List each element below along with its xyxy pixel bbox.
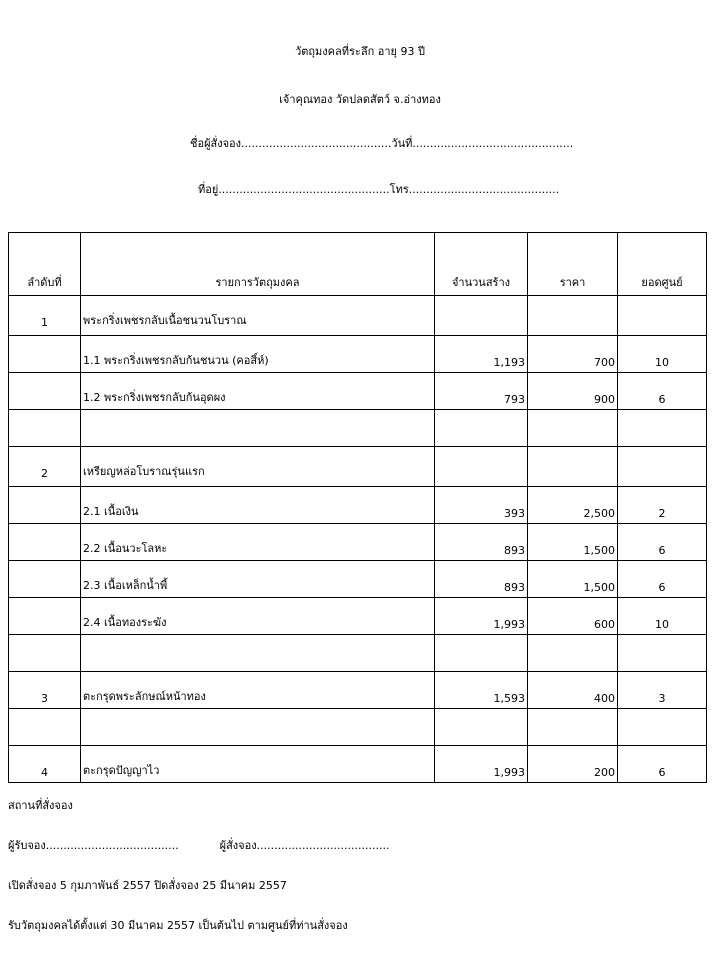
header-order-no: ลำดับที่ [9, 233, 81, 296]
order-no-cell [9, 598, 81, 635]
address-label: ที่อยู่ [198, 183, 219, 196]
table-row [9, 487, 707, 524]
item-name-cell: 1.2 พระกริ่งเพชรกลับก้นอุดผง [81, 373, 435, 410]
price-cell [528, 635, 618, 672]
price-cell: 900 [528, 373, 618, 410]
table-row [9, 373, 707, 410]
receiver-field[interactable]: ...................................... [45, 839, 179, 852]
price-cell [528, 410, 618, 447]
receiver-label: ผู้รับจอง [8, 839, 46, 852]
phone-label: โทร [389, 183, 409, 196]
table-header-row [9, 233, 707, 296]
address-row [198, 180, 559, 198]
header-center-total: ยอดศูนย์ [618, 233, 707, 296]
item-name-cell: 2.1 เนื้อเงิน [81, 487, 435, 524]
center-total-cell: 3 [618, 672, 707, 709]
center-total-cell: 2 [618, 487, 707, 524]
price-cell: 200 [528, 746, 618, 783]
quantity-cell: 793 [435, 373, 528, 410]
quantity-cell: 1,193 [435, 336, 528, 373]
item-name-cell: ตะกรุดปัญญาไว [81, 746, 435, 783]
price-cell: 400 [528, 672, 618, 709]
center-total-cell: 6 [618, 561, 707, 598]
order-no-cell: 2 [9, 447, 81, 487]
price-cell: 2,500 [528, 487, 618, 524]
orderer-name-row [190, 134, 573, 152]
table-row [9, 635, 707, 672]
phone-field[interactable]: ........................................... [408, 183, 560, 196]
quantity-cell [435, 709, 528, 746]
document-subtitle: เจ้าคุณทอง วัดปลดสัตว์ จ.อ่างทอง [279, 93, 441, 106]
pickup-note: รับวัตถุมงคลได้ตั้งแต่ 30 มีนาคม 2557 เป็นต้นไป ตามศูนย์ที่ท่านสั่งจอง [8, 919, 348, 932]
orderer-signature-field[interactable]: ...................................... [256, 839, 390, 852]
item-name-cell: 1.1 พระกริ่งเพชรกลับก้นชนวน (คอสิ์ห์) [81, 336, 435, 373]
center-total-cell [618, 296, 707, 336]
document-title: วัตถุมงคลที่ระลึก อายุ 93 ปี [295, 45, 425, 58]
quantity-cell: 1,993 [435, 598, 528, 635]
table-row [9, 410, 707, 447]
order-no-cell: 3 [9, 672, 81, 709]
item-name-cell: ตะกรุดพระลักษณ์หน้าทอง [81, 672, 435, 709]
price-cell: 1,500 [528, 561, 618, 598]
order-no-cell: 4 [9, 746, 81, 783]
signature-row [8, 836, 389, 854]
center-total-cell: 10 [618, 336, 707, 373]
orderer-name-label: ชื่อผู้สั่งจอง [190, 137, 242, 150]
header-quantity-made: จำนวนสร้าง [435, 233, 528, 296]
center-total-cell [618, 709, 707, 746]
quantity-cell: 1,593 [435, 672, 528, 709]
order-no-cell [9, 487, 81, 524]
orderer-name-field[interactable]: ........................................... [241, 137, 392, 150]
quantity-cell [435, 447, 528, 487]
item-name-cell: 2.3 เนื้อเหล็กน้ำพี้ [81, 561, 435, 598]
center-total-cell [618, 635, 707, 672]
item-name-cell: เหรียญหล่อโบราณรุ่นแรก [81, 447, 435, 487]
booking-place-label: สถานที่สั่งจอง [8, 799, 73, 812]
quantity-cell: 393 [435, 487, 528, 524]
booking-period-note: เปิดสั่งจอง 5 กุมภาพันธ์ 2557 ปิดสั่งจอง 25 มีนาคม 2557 [8, 879, 287, 892]
item-name-cell: 2.2 เนื้อนวะโลหะ [81, 524, 435, 561]
price-cell [528, 296, 618, 336]
center-total-cell: 6 [618, 746, 707, 783]
item-name-cell [81, 410, 435, 447]
table-row [9, 524, 707, 561]
item-name-cell: 2.4 เนื้อทองระฆัง [81, 598, 435, 635]
table-row [9, 598, 707, 635]
table-row [9, 561, 707, 598]
quantity-cell: 893 [435, 561, 528, 598]
orderer-signature-label: ผู้สั่งจอง [219, 839, 257, 852]
item-name-cell [81, 635, 435, 672]
item-name-cell [81, 709, 435, 746]
table-row [9, 746, 707, 783]
price-cell [528, 447, 618, 487]
order-date-label: วันที่ [391, 137, 413, 150]
item-name-cell: พระกริ่งเพชรกลับเนื้อชนวนโบราณ [81, 296, 435, 336]
quantity-cell [435, 296, 528, 336]
order-no-cell [9, 373, 81, 410]
price-cell: 700 [528, 336, 618, 373]
quantity-cell [435, 635, 528, 672]
amulet-order-table [8, 232, 707, 783]
order-no-cell [9, 635, 81, 672]
table-row [9, 672, 707, 709]
quantity-cell: 893 [435, 524, 528, 561]
address-field[interactable]: ................................................. [218, 183, 390, 196]
order-no-cell [9, 410, 81, 447]
price-cell: 1,500 [528, 524, 618, 561]
header-price: ราคา [528, 233, 618, 296]
table-row [9, 709, 707, 746]
order-no-cell [9, 336, 81, 373]
quantity-cell: 1,993 [435, 746, 528, 783]
order-date-field[interactable]: .............................................. [412, 137, 574, 150]
price-cell: 600 [528, 598, 618, 635]
table-row [9, 336, 707, 373]
center-total-cell: 10 [618, 598, 707, 635]
order-no-cell [9, 709, 81, 746]
order-no-cell [9, 524, 81, 561]
header-item-list: รายการวัตถุมงคล [81, 233, 435, 296]
price-cell [528, 709, 618, 746]
order-no-cell: 1 [9, 296, 81, 336]
center-total-cell [618, 410, 707, 447]
center-total-cell [618, 447, 707, 487]
center-total-cell: 6 [618, 524, 707, 561]
table-row [9, 447, 707, 487]
table-row [9, 296, 707, 336]
quantity-cell [435, 410, 528, 447]
order-no-cell [9, 561, 81, 598]
center-total-cell: 6 [618, 373, 707, 410]
